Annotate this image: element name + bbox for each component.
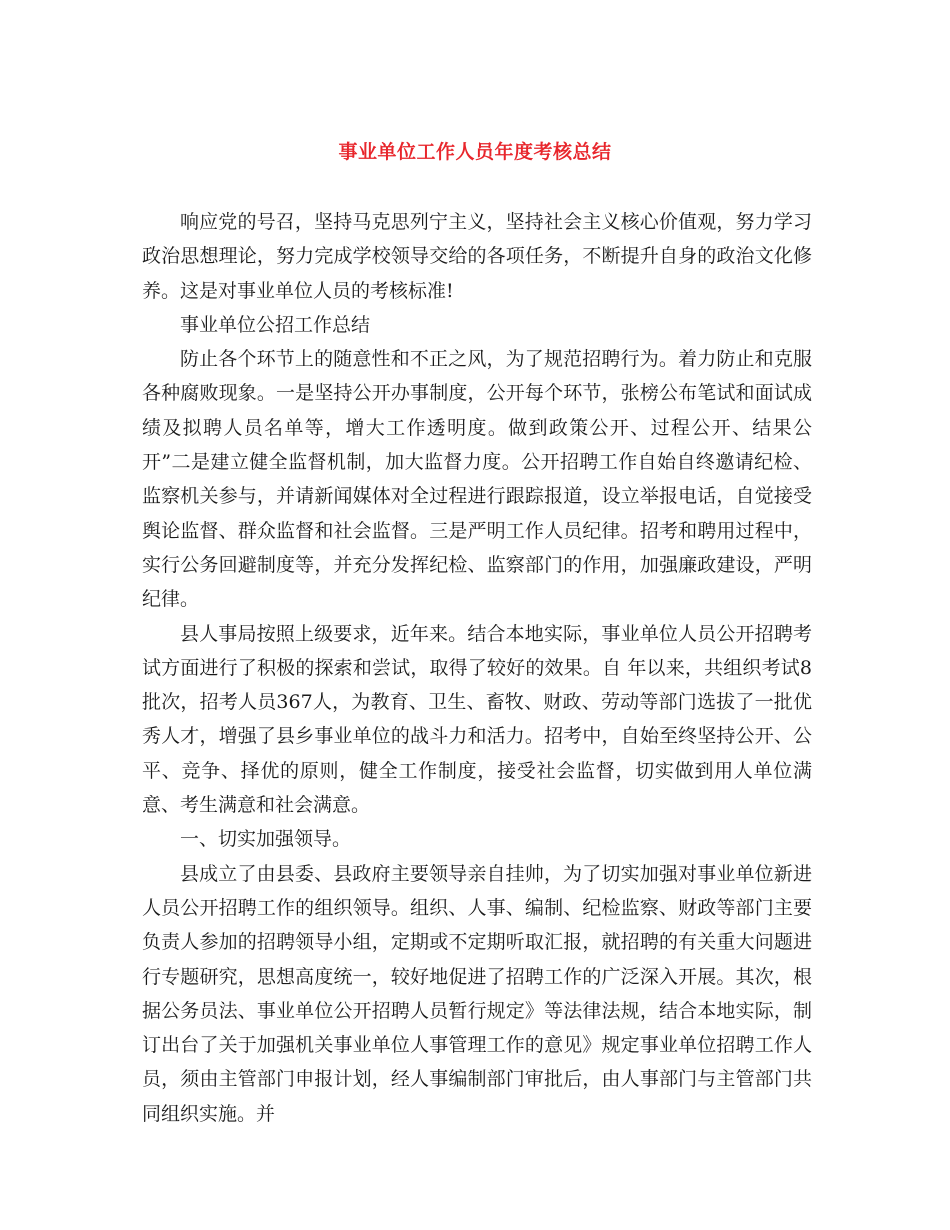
paragraph: 防止各个环节上的随意性和不正之风，为了规范招聘行为。着力防止和克服各种腐败现象。一是坚持公开办事制度，公开每个环节，张榜公布笔试和面试成绩及拟聘人员名单等，增大工作透明度。做到政策公开、过程公开、结果公开”二是建立健全监督机制，加大监督力度。公开招聘工作自始自终邀请纪检、监察机关参与，并请新闻媒体对全过程进行跟踪报道，设立举报电话，自觉接受舆论监督、群众监督和社会监督。三是严明工作人员纪律。招考和聘用过程中，实行公务回避制度等，并充分发挥纪检、监察部门的作用，加强廉政建设，严明纪律。 bbox=[142, 348, 812, 611]
paragraph: 事业单位公招工作总结 bbox=[180, 313, 371, 336]
paragraph: 县人事局按照上级要求，近年来。结合本地实际，事业单位人员公开招聘考试方面进行了积极的探索和尝试，取得了较好的效果。自 年以来，共组织考试8批次，招考人员367人，为教育、卫生、畜牧、财政、劳动等部门选拔了一批优秀人才，增强了县乡事业单位的战斗力和活力。招考中，自始至终坚持公开、公平、竞争、择优的原则，健全工作制度，接受社会监督，切实做到用人单位满意、考生满意和社会满意。 bbox=[142, 622, 812, 817]
document-body bbox=[142, 205, 812, 1131]
document-title: 事业单位工作人员年度考核总结 bbox=[338, 141, 612, 163]
paragraph: 一、切实加强领导。 bbox=[180, 828, 352, 851]
paragraph: 响应党的号召，坚持马克思列宁主义，坚持社会主义核心价值观，努力学习政治思想理论，努力完成学校领导交给的各项任务，不断提升自身的政治文化修养。这是对事业单位人员的考核标准! bbox=[142, 211, 812, 302]
paragraph: 县成立了由县委、县政府主要领导亲自挂帅，为了切实加强对事业单位新进人员公开招聘工作的组织领导。组织、人事、编制、纪检监察、财政等部门主要负责人参加的招聘领导小组，定期或不定期听取汇报，就招聘的有关重大问题进行专题研究，思想高度统一，较好地促进了招聘工作的广泛深入开展。其次，根据公务员法、事业单位公开招聘人员暂行规定》等法律法规，结合本地实际，制订出台了关于加强机关事业单位人事管理工作的意见》规定事业单位招聘工作人员，须由主管部门申报计划，经人事编制部门审批后，由人事部门与主管部门共同组织实施。并 bbox=[142, 862, 812, 1125]
